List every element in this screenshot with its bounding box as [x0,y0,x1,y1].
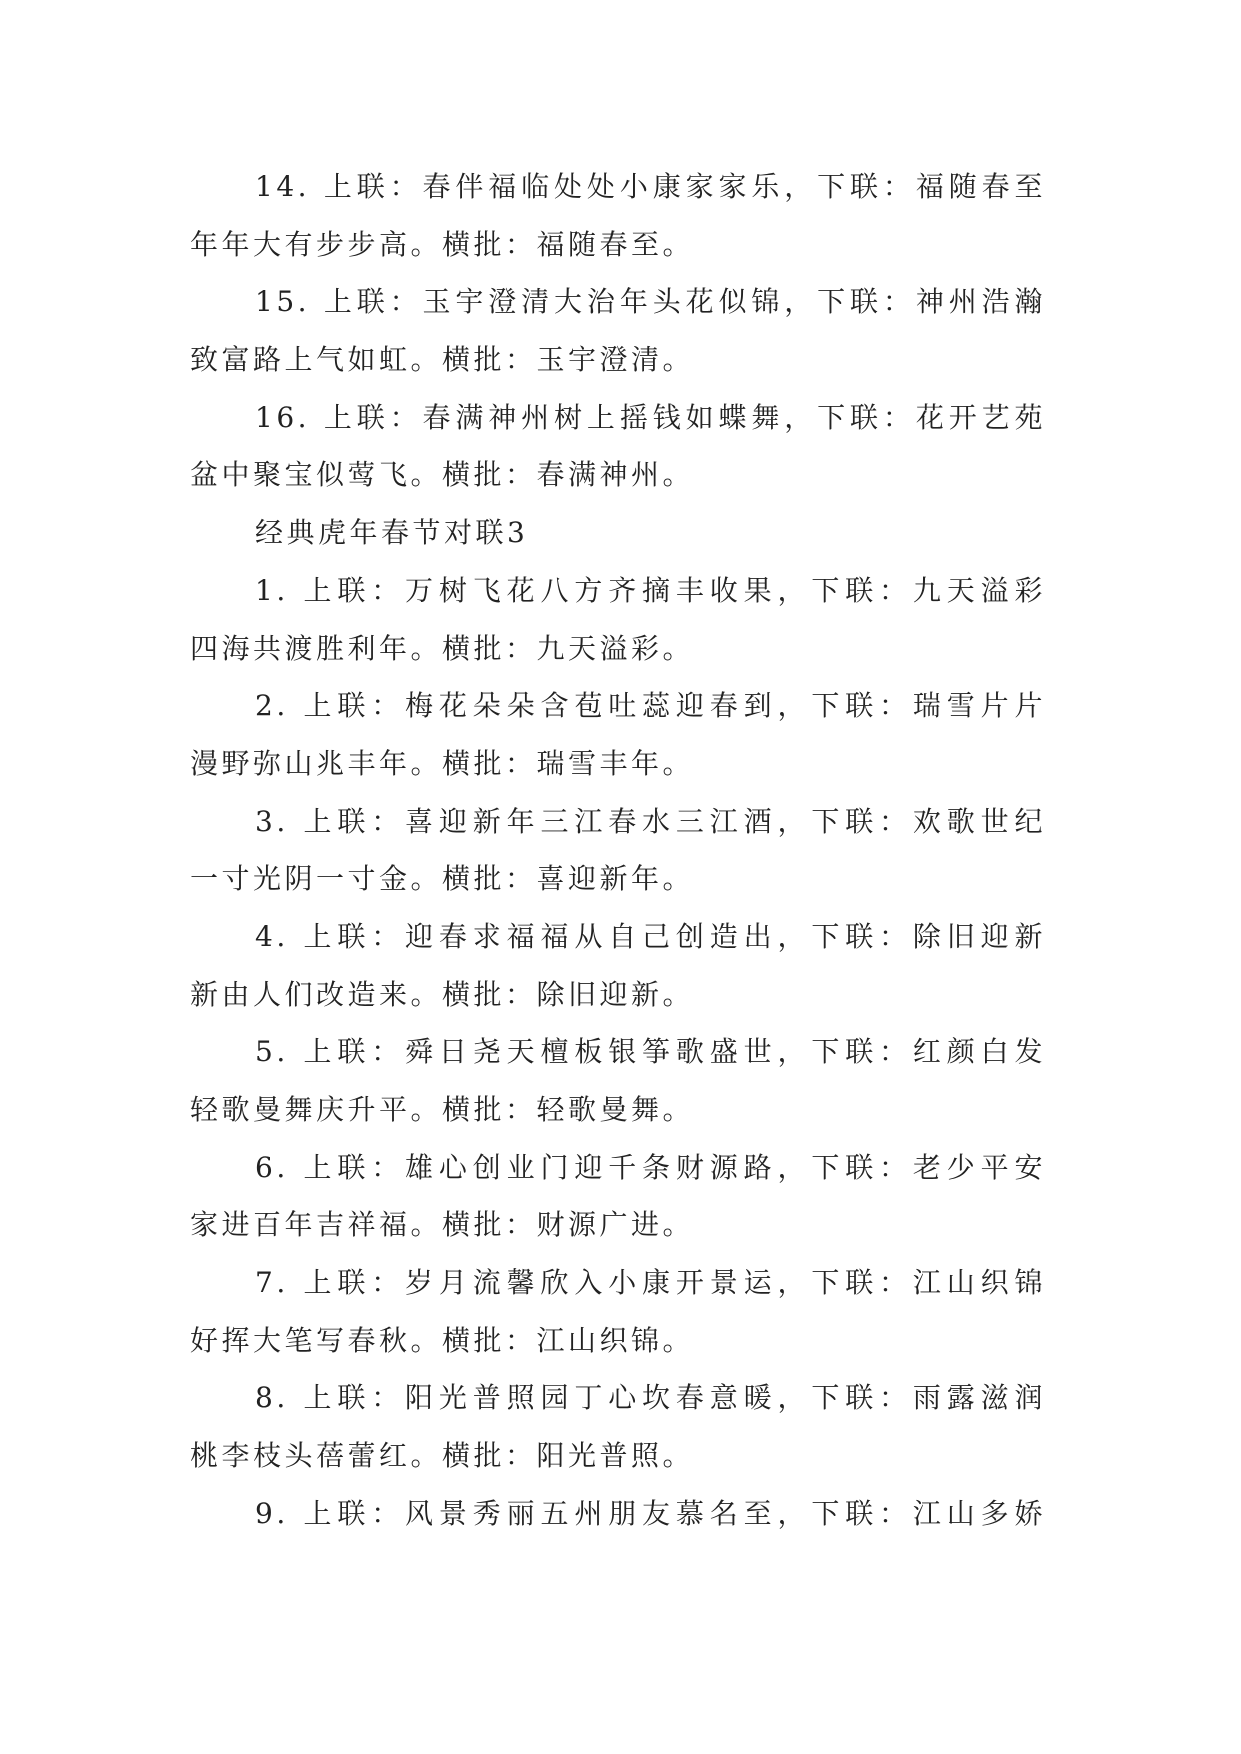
item-6-line-2: 家进百年吉祥福。横批：财源广进。 [190,1208,695,1242]
item-2-line-1: 2. 上联：梅花朵朵含苞吐蕊迎春到，下联：瑞雪片片 [255,689,1046,723]
item-4-line-2: 新由人们改造来。横批：除旧迎新。 [190,977,695,1011]
item-7-line-1: 7. 上联：岁月流馨欣入小康开景运，下联：江山织锦 [255,1266,1046,1300]
item-8-line-1: 8. 上联：阳光普照园丁心坎春意暖，下联：雨露滋润 [255,1381,1046,1415]
item-14-line-2: 年年大有步步高。横批：福随春至。 [190,227,695,261]
item-5-line-1: 5. 上联：舜日尧天檀板银筝歌盛世，下联：红颜白发 [255,1035,1046,1069]
item-15-line-1: 15. 上联：玉宇澄清大治年头花似锦，下联：神州浩瀚 [255,285,1046,319]
item-6-line-1: 6. 上联：雄心创业门迎千条财源路，下联：老少平安 [255,1150,1046,1184]
item-16-line-2: 盆中聚宝似莺飞。横批：春满神州。 [190,458,695,492]
item-1-line-2: 四海共渡胜利年。横批：九天溢彩。 [190,631,695,665]
item-1-line-1: 1. 上联：万树飞花八方齐摘丰收果，下联：九天溢彩 [255,573,1046,607]
item-5-line-2: 轻歌曼舞庆升平。横批：轻歌曼舞。 [190,1093,695,1126]
item-9-line-1: 9. 上联：风景秀丽五州朋友慕名至，下联：江山多娇 [255,1496,1046,1530]
section-heading: 经典虎年春节对联3 [255,516,529,550]
item-3-line-1: 3. 上联：喜迎新年三江春水三江酒，下联：欢歌世纪 [255,804,1046,838]
item-16-line-1: 16. 上联：春满神州树上摇钱如蝶舞，下联：花开艺苑 [255,400,1046,434]
item-14-line-1: 14. 上联：春伴福临处处小康家家乐，下联：福随春至 [255,170,1046,203]
document-body [190,158,1046,1543]
item-7-line-2: 好挥大笔写春秋。横批：江山织锦。 [190,1323,695,1357]
item-8-line-2: 桃李枝头蓓蕾红。横批：阳光普照。 [190,1439,695,1473]
item-4-line-1: 4. 上联：迎春求福福从自己创造出，下联：除旧迎新 [255,919,1046,953]
item-15-line-2: 致富路上气如虹。横批：玉宇澄清。 [190,343,695,377]
item-2-line-2: 漫野弥山兆丰年。横批：瑞雪丰年。 [190,746,695,780]
item-3-line-2: 一寸光阴一寸金。横批：喜迎新年。 [190,862,695,896]
